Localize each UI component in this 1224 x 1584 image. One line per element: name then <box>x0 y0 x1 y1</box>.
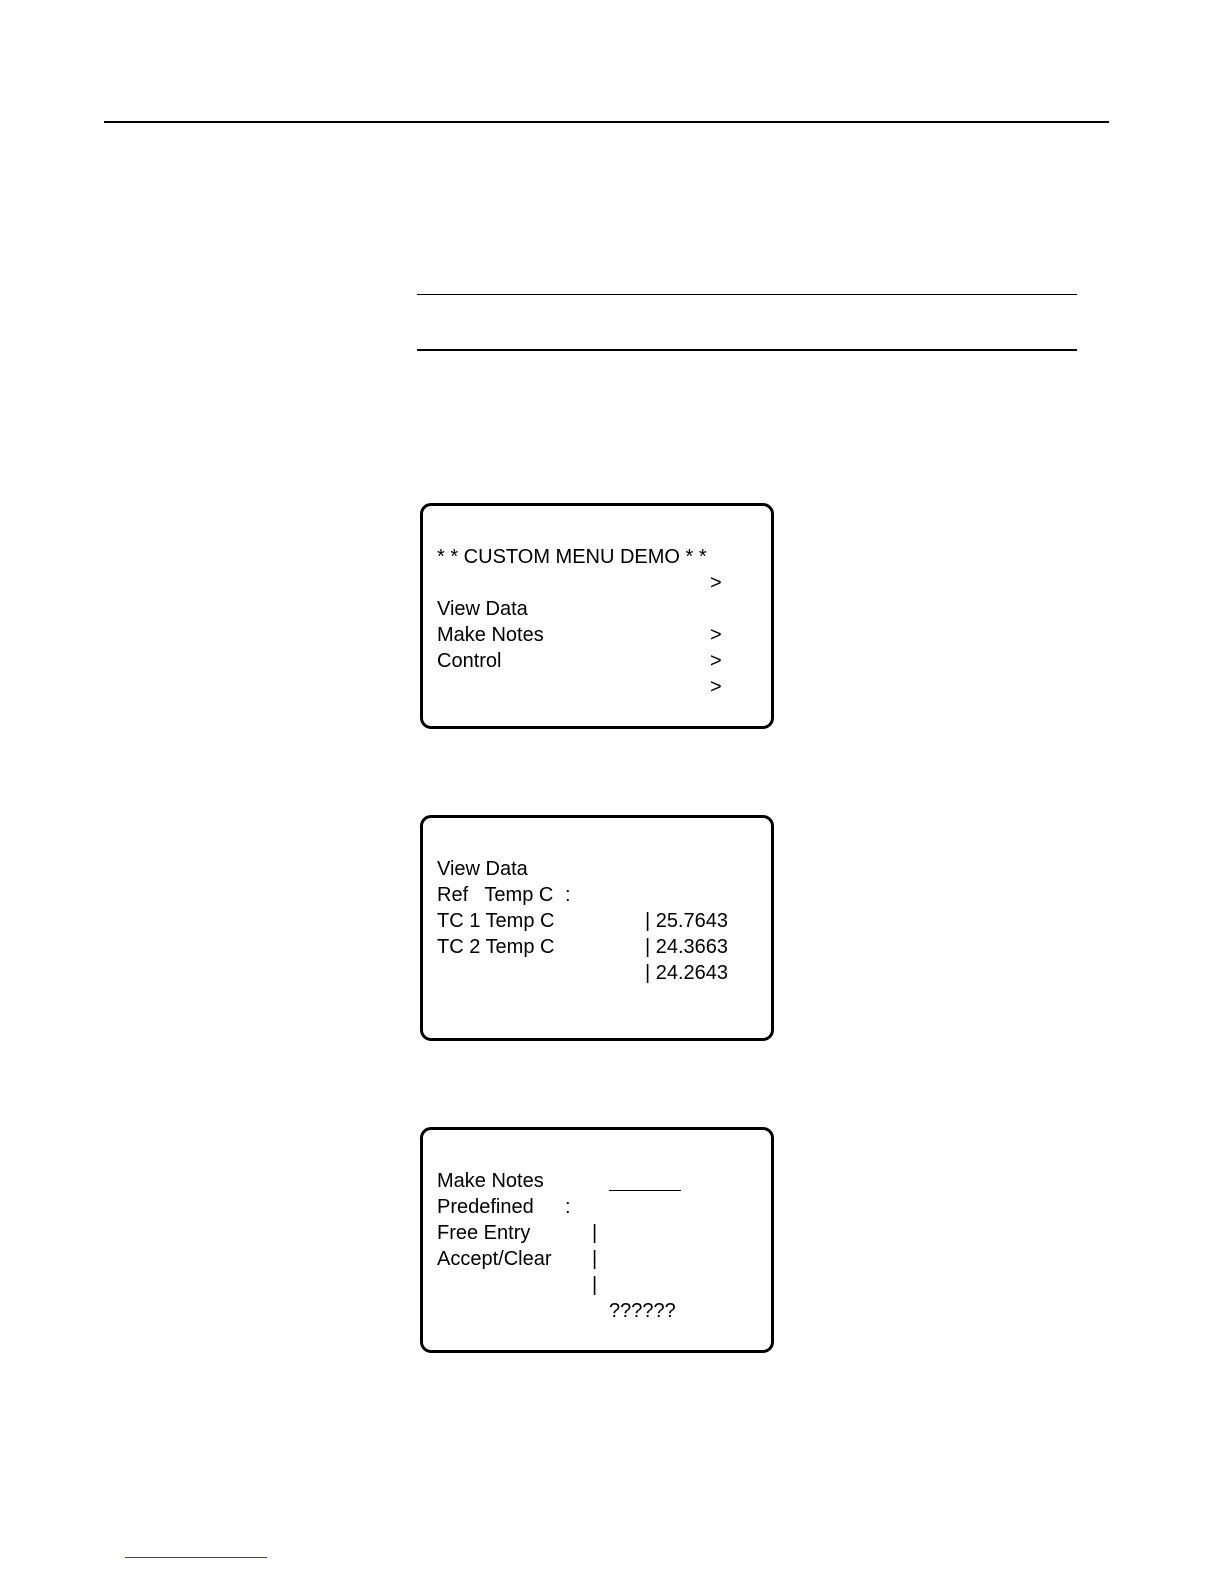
notes-row-label: Accept/Clear <box>437 1248 552 1270</box>
data-row-label: Ref Temp C <box>437 884 554 906</box>
data-row-value: | 24.3663 <box>645 936 729 958</box>
notes-row-label: Predefined <box>437 1196 534 1218</box>
footnote-separator <box>125 1557 267 1558</box>
data-row-value: | 24.2643 <box>645 962 729 984</box>
data-row-label: TC 1 Temp C <box>437 910 555 932</box>
notes-row-separator: | <box>592 1274 598 1296</box>
make-notes-title: Make Notes <box>437 1170 544 1192</box>
menu-title-arrow-row <box>437 544 757 594</box>
menu-title-row <box>437 518 757 568</box>
chevron-right-icon: > <box>710 676 722 698</box>
view-data-title: View Data <box>437 858 528 880</box>
notes-row-value: ?????? <box>609 1300 676 1322</box>
view-data-colon: : <box>565 884 571 906</box>
menu-item-control[interactable] <box>437 622 757 698</box>
menu-title-arrow: > <box>710 572 722 594</box>
data-row-label: TC 2 Temp C <box>437 936 555 958</box>
make-notes-screen <box>420 1127 774 1353</box>
notes-row-separator: | <box>592 1222 598 1244</box>
section-rule-upper <box>417 294 1077 295</box>
notes-row-accept-clear[interactable] <box>437 1220 757 1322</box>
chevron-right-icon: > <box>710 624 722 646</box>
make-notes-colon: : <box>565 1196 571 1218</box>
menu-item-label: Control <box>437 650 502 672</box>
chevron-right-icon: > <box>710 650 722 672</box>
custom-menu-screen <box>420 503 774 729</box>
notes-row-label: Free Entry <box>437 1222 531 1244</box>
notes-row-separator: | <box>592 1248 598 1270</box>
menu-title: * * CUSTOM MENU DEMO * * <box>437 546 707 568</box>
view-data-screen <box>420 815 774 1041</box>
header-rule <box>104 121 1109 123</box>
menu-item-label: Make Notes <box>437 624 544 646</box>
menu-item-label: View Data <box>437 598 528 620</box>
section-rule-lower <box>417 349 1077 351</box>
predefined-blank-field[interactable] <box>609 1190 681 1191</box>
data-row-value: | 25.7643 <box>645 910 729 932</box>
